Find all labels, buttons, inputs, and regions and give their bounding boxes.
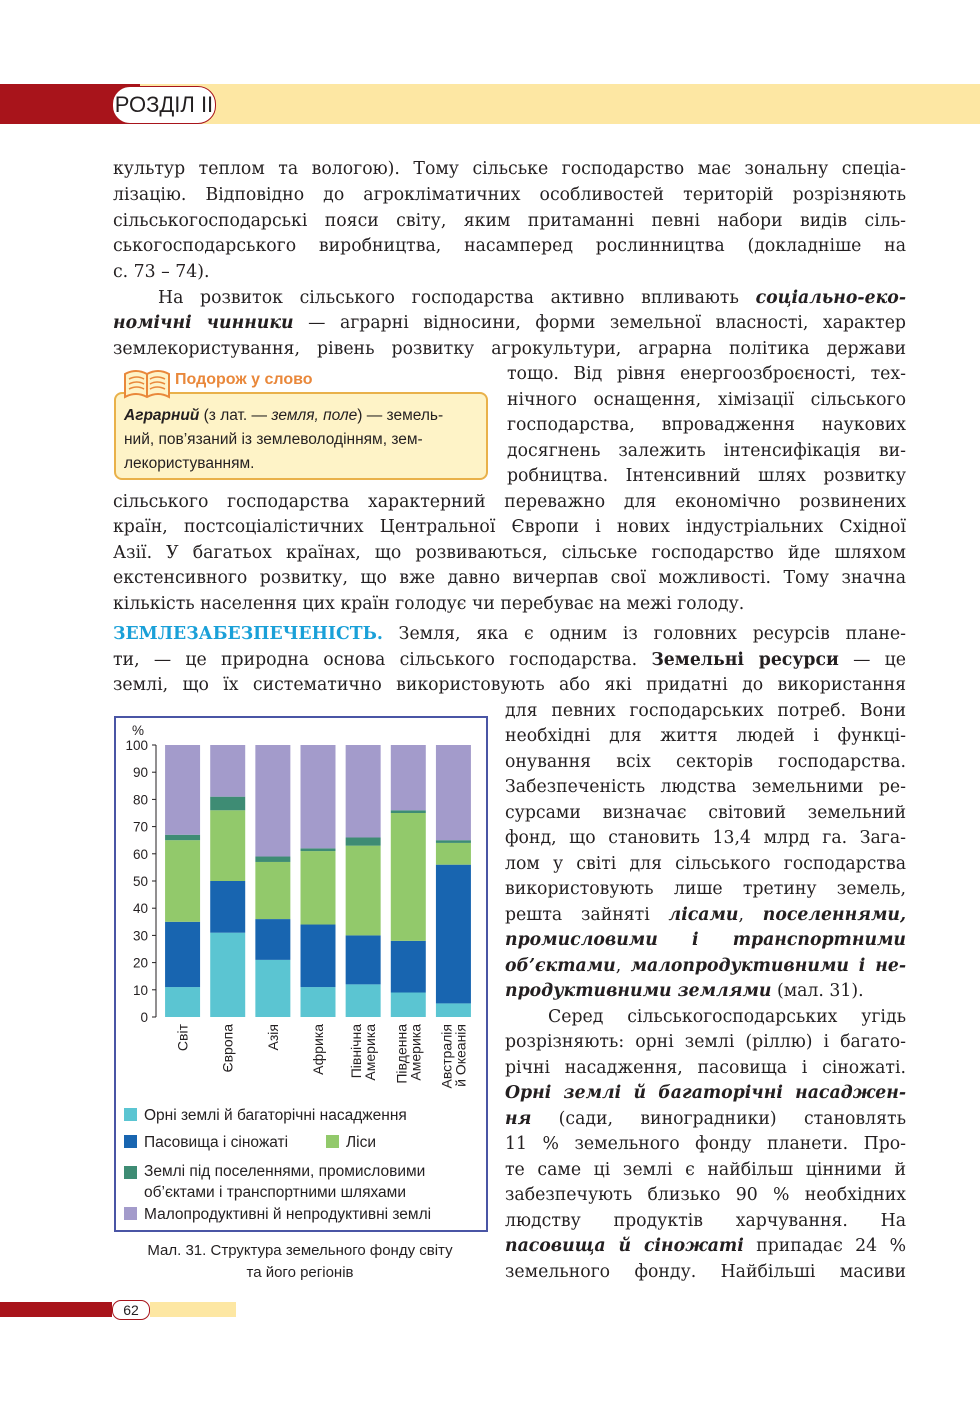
text-line <box>505 1234 906 1260</box>
bar-segment <box>165 745 200 835</box>
bar-segment <box>165 835 200 840</box>
y-tick-label: 10 <box>132 982 148 998</box>
chart-frame <box>114 716 488 1232</box>
word-box-line <box>124 404 478 428</box>
x-tick-label-line: Європа <box>219 1024 236 1073</box>
y-tick-label: 50 <box>132 874 148 889</box>
x-tick-label-line: Америка <box>407 1024 424 1081</box>
text-line: культур теплом та вологою). Тому сільське господарство має зональну спеціа- <box>113 159 906 179</box>
figure-caption <box>114 1240 486 1284</box>
word-box-title: Подорож у слово <box>175 371 313 388</box>
word-box-line: лекористуванням. <box>124 455 255 472</box>
text-span: На розвиток сільського господарства активно впливають <box>158 288 756 308</box>
y-tick-label: 20 <box>132 955 148 971</box>
term-emphasis: пасовища й сіножаті <box>505 1236 744 1256</box>
text-line: ськогосподарського виробництва, насамперед рослинництва (докладніше на <box>113 236 906 256</box>
word-box-term: Аграрний <box>124 407 200 424</box>
text-line <box>113 622 906 648</box>
bar-segment <box>301 851 336 924</box>
header-yellow-band <box>140 84 980 124</box>
bar-segment <box>391 810 426 813</box>
legend-swatch-settlements <box>124 1166 137 1179</box>
text-line: сільського господарства характерний переважно для економічно розвинених <box>113 492 906 512</box>
bar-segment <box>391 745 426 810</box>
bar-segment <box>346 745 381 837</box>
text-line: господарства, впровадження наукових <box>507 415 906 435</box>
bar-segment <box>301 987 336 1017</box>
x-tick-label <box>348 1024 378 1081</box>
footer-red-band <box>0 1302 112 1317</box>
text-line <box>158 286 906 312</box>
term-emphasis: малопродуктивними і не- <box>630 956 906 976</box>
text-span: — це <box>838 650 906 670</box>
bar-segment <box>346 846 381 936</box>
text-line: тощо. Від рівня енергоозброєності, тех- <box>507 364 906 384</box>
y-tick-label: 60 <box>132 846 148 862</box>
x-tick-label-line: Азія <box>264 1024 281 1051</box>
legend-label: Малопродуктивні й непродуктивні землі <box>144 1206 432 1223</box>
text-line: країн, постсоціалістичних Центральної Європи і нових індустріальних Східної <box>113 517 906 537</box>
text-line: забезпечують близько 90 % необхідних <box>505 1185 906 1205</box>
bar-segment <box>436 865 471 1004</box>
text-line: лом у світі для сільського господарства <box>505 854 906 874</box>
y-tick-label: 70 <box>132 819 148 835</box>
text-line: промисловими і транспортними <box>505 930 906 950</box>
section-heading: ЗЕМЛЕЗАБЕЗПЕЧЕНІСТЬ. <box>113 624 383 644</box>
page-number: 62 <box>112 1300 150 1320</box>
text-line: Забезпеченість людства земельними ре- <box>505 777 906 797</box>
caption-line: Мал. 31. Структура земельного фонду світу <box>147 1242 453 1259</box>
bar-segment <box>255 857 290 862</box>
bar-segment <box>210 810 245 881</box>
word-box-line: ний, пов’язаний із землеволодінням, зем- <box>124 431 423 448</box>
bar-segment <box>255 919 290 960</box>
open-book-icon <box>122 364 172 400</box>
bar-segment <box>255 745 290 857</box>
text-span: , <box>615 956 631 976</box>
x-tick-label <box>393 1024 423 1084</box>
word-box-text <box>124 404 478 476</box>
bar-segment <box>301 925 336 988</box>
caption-line: та його регіонів <box>246 1264 354 1281</box>
text-line <box>113 648 906 674</box>
bar-segment <box>165 987 200 1017</box>
term-emphasis: лісами <box>668 905 739 925</box>
text-span: , <box>738 905 763 925</box>
text-line: сурсами визначає світовий земельний <box>505 803 906 823</box>
bar-segment <box>436 1003 471 1017</box>
text-line: досягнень залежить інтенсифікація ви- <box>507 441 906 461</box>
text-span: (мал. 31). <box>771 981 864 1001</box>
y-tick-label: 30 <box>132 928 148 944</box>
footer-yellow-band <box>150 1302 236 1317</box>
legend-swatch-unproductive <box>124 1207 137 1220</box>
text-line: для певних господарських потреб. Вони <box>505 701 906 721</box>
text-line: фонд, що становить 13,4 млрд га. Зага- <box>505 828 906 848</box>
term-emphasis: продуктивними землями <box>505 981 772 1001</box>
text-span: земля, поле <box>271 407 358 424</box>
text-line: нічного оснащення, хімізації сільського <box>507 390 906 410</box>
x-tick-label-line: Австралія <box>438 1024 455 1089</box>
bar-segment <box>391 941 426 993</box>
legend-label: Ліси <box>346 1134 377 1151</box>
x-tick-label <box>438 1024 468 1088</box>
bar-segment <box>255 862 290 919</box>
text-span: ) — земель- <box>357 407 444 424</box>
x-tick-label <box>265 1024 281 1050</box>
bar-segment <box>210 933 245 1017</box>
bar-segment <box>255 960 290 1017</box>
bar-segment <box>210 745 245 797</box>
text-line: Серед сільськогосподарських угідь <box>548 1007 906 1027</box>
text-line: робництва. Інтенсивний шлях розвитку <box>507 466 906 486</box>
text-line <box>113 311 906 337</box>
text-line: 11 % земельного фонду планети. Про- <box>505 1134 906 1154</box>
bar-segment <box>165 922 200 987</box>
term-emphasis: соціально-еко- <box>755 288 906 308</box>
y-tick-label: 0 <box>140 1010 148 1025</box>
legend-label: Землі під поселеннями, промисловими <box>144 1163 426 1180</box>
text-line: річні насадження, пасовища і сіножаті. <box>505 1058 906 1078</box>
bar-segment <box>436 745 471 840</box>
text-span: Земля, яка є одним із головних ресурсів плане- <box>382 624 906 644</box>
text-line: те саме ці землі є найбільш цінними й <box>505 1160 906 1180</box>
text-line: Азії. У багатьох країнах, що розвиваються, сільське господарство йде шляхом <box>113 543 906 563</box>
y-tick-label: 40 <box>132 901 148 917</box>
text-line: с. 73 – 74). <box>113 262 210 282</box>
term-bold: Земельні ресурси <box>651 650 839 670</box>
bar-segment <box>346 935 381 984</box>
text-line <box>505 903 906 929</box>
x-tick-label-line: Північна <box>348 1024 365 1079</box>
legend-swatch-arable <box>124 1108 137 1121</box>
text-span: (сади, виноградники) становлять <box>531 1109 906 1129</box>
text-span: (з лат. — <box>199 407 272 424</box>
term-emphasis: ня <box>505 1109 532 1129</box>
legend-label: Пасовища і сіножаті <box>144 1134 289 1151</box>
text-line: земельного фонду. Найбільші масиви <box>505 1262 906 1282</box>
text-line: використовують лише третину земель, <box>505 879 906 899</box>
x-tick-label <box>310 1024 326 1075</box>
x-tick-label-line: Світ <box>174 1024 191 1052</box>
term-emphasis: поселеннями, <box>762 905 906 925</box>
text-line: кількість населення цих країн голодує чи перебуває на межі голоду. <box>113 594 745 614</box>
y-axis-label: % <box>132 723 145 738</box>
legend-label: Орні землі й багаторічні насадження <box>144 1107 407 1124</box>
x-tick-label <box>175 1023 191 1051</box>
bar-segment <box>210 881 245 933</box>
x-tick-label-line: Південна <box>393 1024 410 1084</box>
y-tick-label: 80 <box>132 792 148 808</box>
text-line: онування всіх секторів господарства. <box>505 752 906 772</box>
x-tick-label-line: й Океанія <box>452 1024 469 1087</box>
text-line <box>505 1107 906 1133</box>
bar-segment <box>391 993 426 1017</box>
text-span: — аграрні відносини, форми земельної власності, характер <box>293 313 906 333</box>
bar-segment <box>165 840 200 922</box>
bar-segment <box>301 848 336 851</box>
legend-label: об’єктами і транспортними шляхами <box>144 1184 406 1201</box>
y-tick-label: 90 <box>132 765 148 781</box>
term-emphasis: номічні чинники <box>113 313 294 333</box>
text-line: землекористування, рівень розвитку агрокультури, аграрна політика держави <box>113 339 906 359</box>
bar-segment <box>301 745 336 848</box>
text-line <box>505 954 906 980</box>
term-emphasis: об’єктами <box>505 956 616 976</box>
bar-segment <box>436 843 471 865</box>
text-line: розрізняють: орні землі (ріллю) і багато- <box>505 1032 906 1052</box>
text-span: припадає 24 % <box>743 1236 906 1256</box>
text-span: ти, — це природна основа сільського господарства. <box>113 650 652 670</box>
bar-segment <box>436 840 471 843</box>
text-line: лізацію. Відповідно до агрокліматичних особливостей територій розрізняють <box>113 185 906 205</box>
x-tick-label-line: Америка <box>362 1024 379 1081</box>
text-span: решта зайняті <box>505 905 669 925</box>
x-tick-label-line: Африка <box>310 1024 326 1075</box>
bar-segment <box>346 984 381 1017</box>
text-line: необхідні для життя людей і функці- <box>505 726 906 746</box>
bar-segment <box>391 813 426 941</box>
land-fund-chart <box>116 718 486 1230</box>
legend-swatch-forests <box>326 1135 339 1148</box>
section-label: РОЗДІЛ II <box>112 86 216 124</box>
y-tick-label: 100 <box>125 738 148 753</box>
text-line: землі, що їх систематично використовують або які придатні до використання <box>113 675 906 695</box>
bar-segment <box>346 837 381 845</box>
legend-swatch-pastures <box>124 1135 137 1148</box>
text-line: екстенсивного розвитку, що вже давно вичерпав свої можливості. Тому значна <box>113 568 906 588</box>
text-line: сільськогосподарські пояси світу, яким притаманні певні набори видів сіль- <box>113 211 906 231</box>
text-line <box>505 979 906 1005</box>
text-line: людству продуктів харчування. На <box>505 1211 906 1231</box>
x-tick-label <box>220 1024 236 1073</box>
text-line: Орні землі й багаторічні насаджен- <box>505 1083 906 1103</box>
bar-segment <box>210 797 245 811</box>
